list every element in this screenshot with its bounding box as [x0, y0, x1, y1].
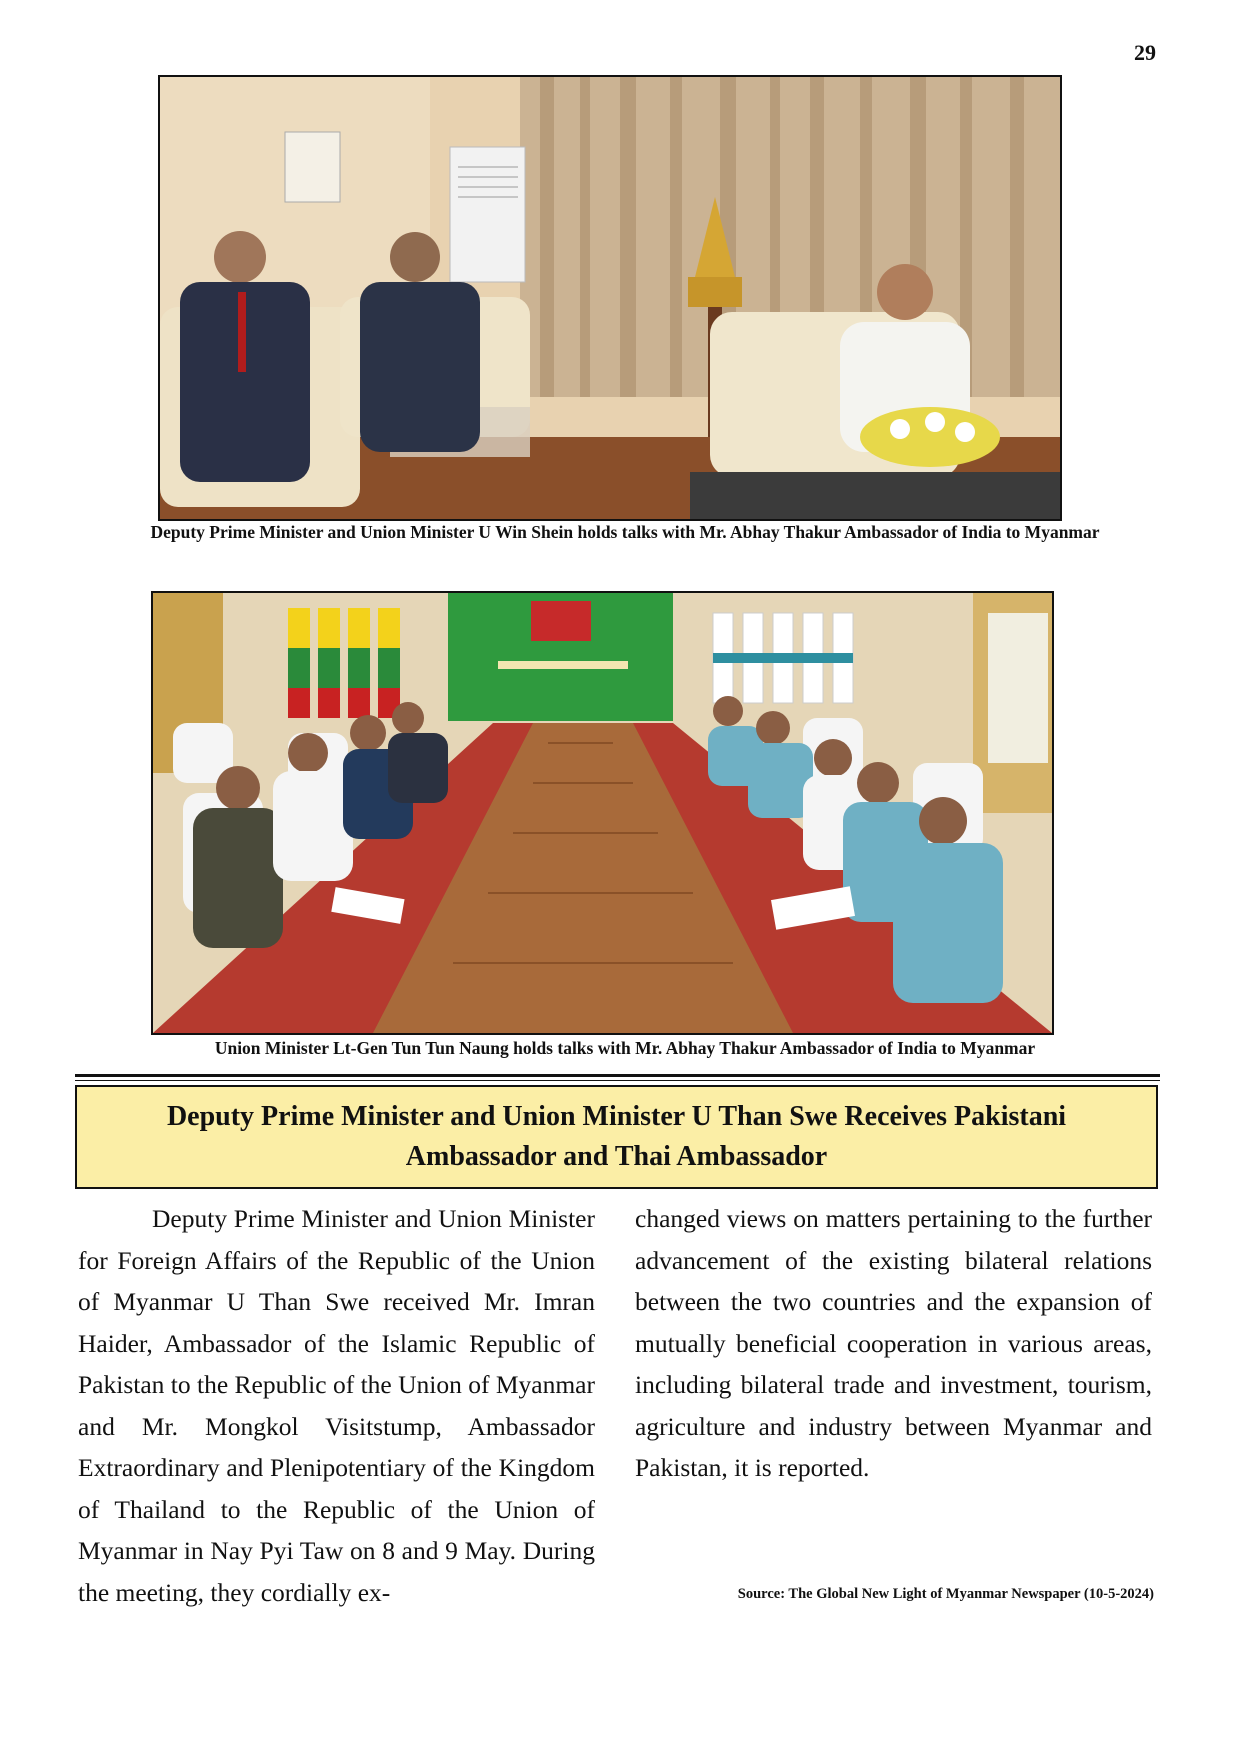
section-divider-thin [75, 1080, 1160, 1081]
photo-caption: Deputy Prime Minister and Union Minister U Win Shein holds talks with Mr. Abhay Thakur Ambassador of India to Myanmar [150, 522, 1100, 542]
section-divider [75, 1074, 1160, 1077]
page-number: 29 [1134, 40, 1156, 65]
photo-conference-table-image [153, 593, 1052, 1033]
article-body-left: Deputy Prime Minister and Union Minister for Foreign Affairs of the Republic of the Union of Myanmar U Than Swe received Mr. Imran Haider, Ambassador of the Islamic Republic of Pakistan to the Republic of the Union of Myanmar and Mr. Mongkol Visitstump, Ambassador Extraordinary and Plenipotentiary of the Kingdom of Thailand to the Republic of the Union of Myanmar in Nay Pyi Taw on 8 and 9 May. During the meeting, they cordially ex- [78, 1204, 595, 1607]
article-source: Source: The Global New Light of Myanmar Newspaper (10-5-2024) [737, 1586, 1154, 1602]
article-headline: Deputy Prime Minister and Union Minister U Than Swe Receives Pakistani Ambassador and Thai Ambassador [166, 1101, 1067, 1172]
article-body-right: changed views on matters pertaining to the further advancement of the existing bilateral relations between the two countries and the expansion of mutually beneficial cooperation in various areas, including bilateral trade and investment, tourism, agriculture and industry between Myanmar and Pakistan, it is reported. [635, 1204, 1152, 1482]
article-column-right [635, 1198, 1152, 1489]
photo-caption: Union Minister Lt-Gen Tun Tun Naung holds talks with Mr. Abhay Thakur Ambassador of India to Myanmar [214, 1038, 1036, 1058]
article-column-left [78, 1198, 595, 1613]
article-headline-box [75, 1085, 1158, 1189]
photo-meeting-sitting-room [158, 75, 1062, 521]
photo-meeting-sitting-room-image [160, 77, 1060, 519]
photo-conference-table [151, 591, 1054, 1035]
